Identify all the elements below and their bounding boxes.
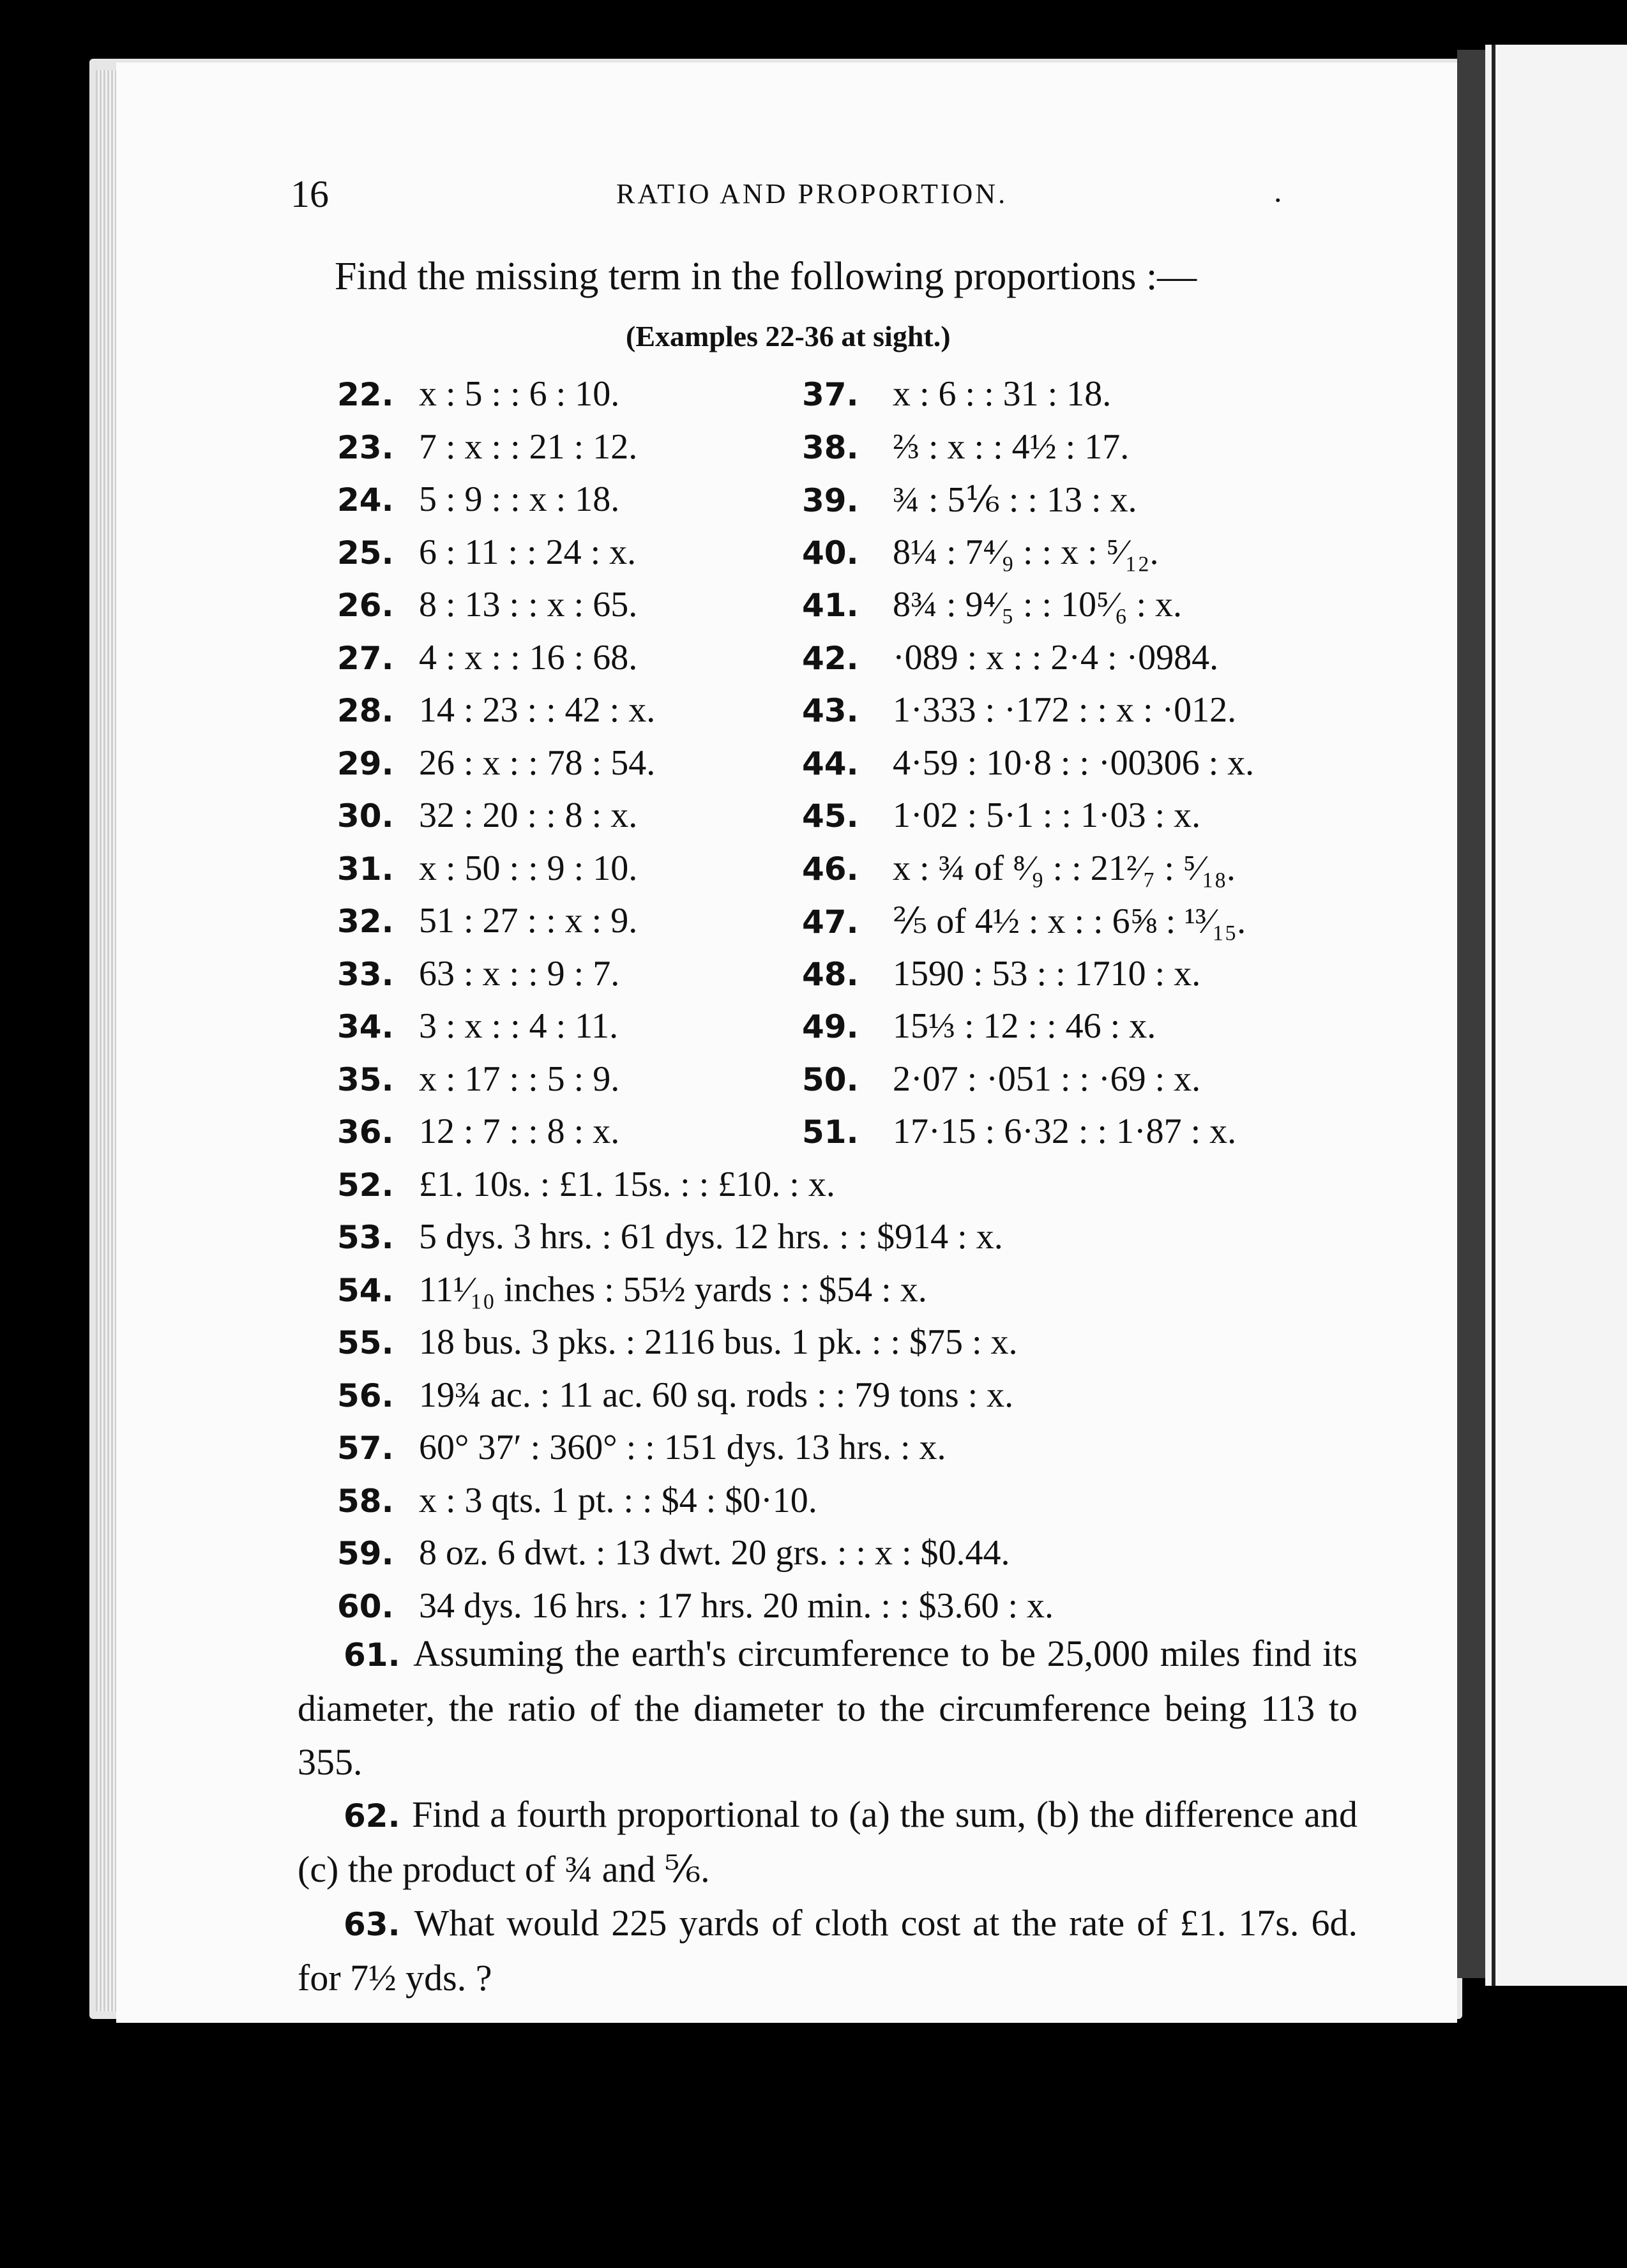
example-number: 59. xyxy=(337,1535,394,1572)
example-text: 19¾ ac. : 11 ac. 60 sq. rods : : 79 tons : x. xyxy=(419,1375,1014,1415)
example-number: 27. xyxy=(337,639,394,677)
problem-number: 61. xyxy=(344,1637,414,1674)
example-number: 35. xyxy=(337,1061,394,1098)
example-number: 46. xyxy=(802,850,859,888)
example-number: 32. xyxy=(337,903,394,940)
example-number: 60. xyxy=(337,1587,394,1625)
example-number: 41. xyxy=(802,587,859,624)
facing-page xyxy=(1485,45,1627,1986)
example-row xyxy=(337,1532,1010,1573)
example-number: 29. xyxy=(337,745,394,782)
running-title: RATIO AND PROPORTION. xyxy=(616,178,1008,209)
example-text: 7 : x : : 21 : 12. xyxy=(419,427,638,467)
example-row xyxy=(337,532,636,573)
example-row xyxy=(337,795,637,836)
problem-number: 62. xyxy=(344,1797,412,1834)
book-spine-shadow xyxy=(1457,50,1485,1978)
problem-paragraph xyxy=(298,1627,1358,1789)
example-number: 48. xyxy=(802,955,859,993)
example-number: 44. xyxy=(802,745,859,782)
example-number: 23. xyxy=(337,428,394,466)
example-text: 11¹⁄₁₀ inches : 55½ yards : : $54 : x. xyxy=(419,1269,927,1310)
problem-text: Assuming the earth's circumference to be 25,000 miles find its diameter, the ratio of the diameter to the circumference being 113 to 355. xyxy=(298,1633,1358,1783)
example-row xyxy=(337,743,655,783)
example-number: 47. xyxy=(802,903,859,941)
example-text: ·089 : x : : 2·4 : ·0984. xyxy=(893,637,1219,677)
example-number: 25. xyxy=(337,534,394,571)
example-number: 43. xyxy=(802,692,859,729)
example-number: 38. xyxy=(802,428,859,466)
subheading: (Examples 22-36 at sight.) xyxy=(626,320,951,352)
facing-page-edge xyxy=(1492,45,1495,1986)
example-row xyxy=(802,1059,1200,1100)
example-number: 28. xyxy=(337,692,394,729)
example-row xyxy=(337,1427,946,1468)
example-number: 57. xyxy=(337,1430,394,1467)
example-text: 4 : x : : 16 : 68. xyxy=(419,637,638,677)
example-row xyxy=(337,953,619,994)
example-text: 12 : 7 : : 8 : x. xyxy=(419,1112,620,1151)
example-text: 51 : 27 : : x : 9. xyxy=(419,901,638,941)
example-number: 40. xyxy=(802,534,859,571)
example-text: x : ¾ of ⁸⁄₉ : : 21²⁄₇ : ⁵⁄₁₈. xyxy=(893,848,1236,888)
example-number: 45. xyxy=(802,798,859,835)
example-row xyxy=(337,1111,619,1152)
example-row xyxy=(337,1375,1013,1416)
example-text: ⅔ : x : : 4½ : 17. xyxy=(893,427,1130,467)
example-row xyxy=(337,900,637,941)
example-text: ⅖ of 4½ : x : : 6⅝ : ¹³⁄₁₅. xyxy=(893,902,1246,941)
page-number: 16 xyxy=(291,173,329,215)
example-text: x : 6 : : 31 : 18. xyxy=(893,374,1112,414)
example-text: 1590 : 53 : : 1710 : x. xyxy=(893,953,1201,994)
example-row xyxy=(337,374,619,414)
problem-paragraph xyxy=(298,1896,1358,2005)
example-number: 58. xyxy=(337,1482,394,1520)
problem-number: 63. xyxy=(344,1906,414,1943)
example-text: 1·02 : 5·1 : : 1·03 : x. xyxy=(893,796,1201,835)
example-row xyxy=(802,479,1137,520)
example-number: 37. xyxy=(802,376,859,413)
problem-text: Find a fourth proportional to (a) the sum, (b) the difference and (c) the product of ¾ and ⅚. xyxy=(298,1794,1358,1890)
example-row xyxy=(802,532,1159,573)
example-row xyxy=(802,584,1182,625)
example-row xyxy=(802,1111,1236,1152)
problem-text: What would 225 yards of cloth cost at the rate of £1. 17s. 6d. for 7½ yds. ? xyxy=(298,1902,1358,1999)
example-number: 53. xyxy=(337,1219,394,1256)
example-number: 49. xyxy=(802,1008,859,1045)
example-text: 6 : 11 : : 24 : x. xyxy=(419,532,637,572)
example-number: 55. xyxy=(337,1324,394,1361)
example-number: 51. xyxy=(802,1114,859,1151)
problem-paragraph xyxy=(298,1788,1358,1896)
example-row xyxy=(337,1059,619,1100)
example-row xyxy=(337,1216,1003,1257)
example-text: 4·59 : 10·8 : : ·00306 : x. xyxy=(893,743,1255,783)
example-text: 1·333 : ·172 : : x : ·012. xyxy=(893,690,1237,730)
example-number: 42. xyxy=(802,639,859,677)
page-header xyxy=(291,172,1344,223)
example-row xyxy=(337,1269,927,1310)
example-number: 54. xyxy=(337,1271,394,1309)
header-mark: . xyxy=(1274,173,1282,209)
example-text: x : 17 : : 5 : 9. xyxy=(419,1059,620,1099)
example-text: x : 50 : : 9 : 10. xyxy=(419,848,638,888)
example-number: 34. xyxy=(337,1008,394,1045)
example-number: 52. xyxy=(337,1166,394,1204)
example-text: 26 : x : : 78 : 54. xyxy=(419,743,656,783)
example-row xyxy=(337,1322,1018,1363)
example-text: x : 3 qts. 1 pt. : : $4 : $0·10. xyxy=(419,1480,817,1520)
example-text: 5 dys. 3 hrs. : 61 dys. 12 hrs. : : $914 : x. xyxy=(419,1217,1003,1257)
example-number: 31. xyxy=(337,850,394,888)
example-text: 34 dys. 16 hrs. : 17 hrs. 20 min. : : $3.60 : x. xyxy=(419,1585,1054,1626)
example-text: 2·07 : ·051 : : ·69 : x. xyxy=(893,1059,1201,1099)
example-row xyxy=(802,953,1200,994)
example-row xyxy=(802,374,1111,414)
example-text: £1. 10s. : £1. 15s. : : £10. : x. xyxy=(419,1164,835,1204)
example-number: 24. xyxy=(337,481,394,518)
example-number: 22. xyxy=(337,376,394,413)
example-number: 30. xyxy=(337,798,394,835)
example-text: 15⅓ : 12 : : 46 : x. xyxy=(893,1006,1156,1046)
example-row xyxy=(337,1164,835,1205)
instructions: Find the missing term in the following proportions :— xyxy=(335,255,1197,298)
example-row xyxy=(337,848,637,889)
example-text: 32 : 20 : : 8 : x. xyxy=(419,796,638,835)
example-row xyxy=(802,848,1236,889)
example-text: 8¾ : 9⁴⁄₅ : : 10⁵⁄₆ : x. xyxy=(893,585,1183,624)
example-row xyxy=(337,690,655,730)
example-text: ¾ : 5⅙ : : 13 : x. xyxy=(893,480,1137,520)
example-text: 8 oz. 6 dwt. : 13 dwt. 20 grs. : : x : $0.44. xyxy=(419,1533,1010,1573)
example-row xyxy=(802,690,1236,730)
example-row xyxy=(337,1585,1054,1626)
example-text: 8 : 13 : : x : 65. xyxy=(419,585,638,624)
example-number: 39. xyxy=(802,482,859,519)
example-number: 36. xyxy=(337,1114,394,1151)
example-text: 17·15 : 6·32 : : 1·87 : x. xyxy=(893,1112,1237,1151)
example-text: 5 : 9 : : x : 18. xyxy=(419,480,620,519)
example-row xyxy=(802,427,1129,467)
example-text: 8¼ : 7⁴⁄₉ : : x : ⁵⁄₁₂. xyxy=(893,532,1159,572)
example-number: 26. xyxy=(337,587,394,624)
example-row xyxy=(337,427,637,467)
example-row xyxy=(802,795,1200,836)
example-text: 3 : x : : 4 : 11. xyxy=(419,1006,619,1046)
example-text: 18 bus. 3 pks. : 2116 bus. 1 pk. : : $75 : x. xyxy=(419,1322,1018,1362)
example-row xyxy=(337,1480,817,1521)
example-text: 63 : x : : 9 : 7. xyxy=(419,953,620,994)
example-row xyxy=(802,1006,1156,1047)
example-text: 60° 37′ : 360° : : 151 dys. 13 hrs. : x. xyxy=(419,1428,946,1467)
example-text: 14 : 23 : : 42 : x. xyxy=(419,690,656,730)
example-row xyxy=(802,900,1246,942)
example-row xyxy=(802,637,1218,678)
example-row xyxy=(337,1006,618,1047)
example-number: 50. xyxy=(802,1061,859,1098)
example-row xyxy=(802,743,1254,783)
example-row xyxy=(337,479,619,520)
example-number: 56. xyxy=(337,1377,394,1414)
example-number: 33. xyxy=(337,955,394,993)
example-row xyxy=(337,584,637,625)
example-text: x : 5 : : 6 : 10. xyxy=(419,374,620,414)
example-row xyxy=(337,637,637,678)
